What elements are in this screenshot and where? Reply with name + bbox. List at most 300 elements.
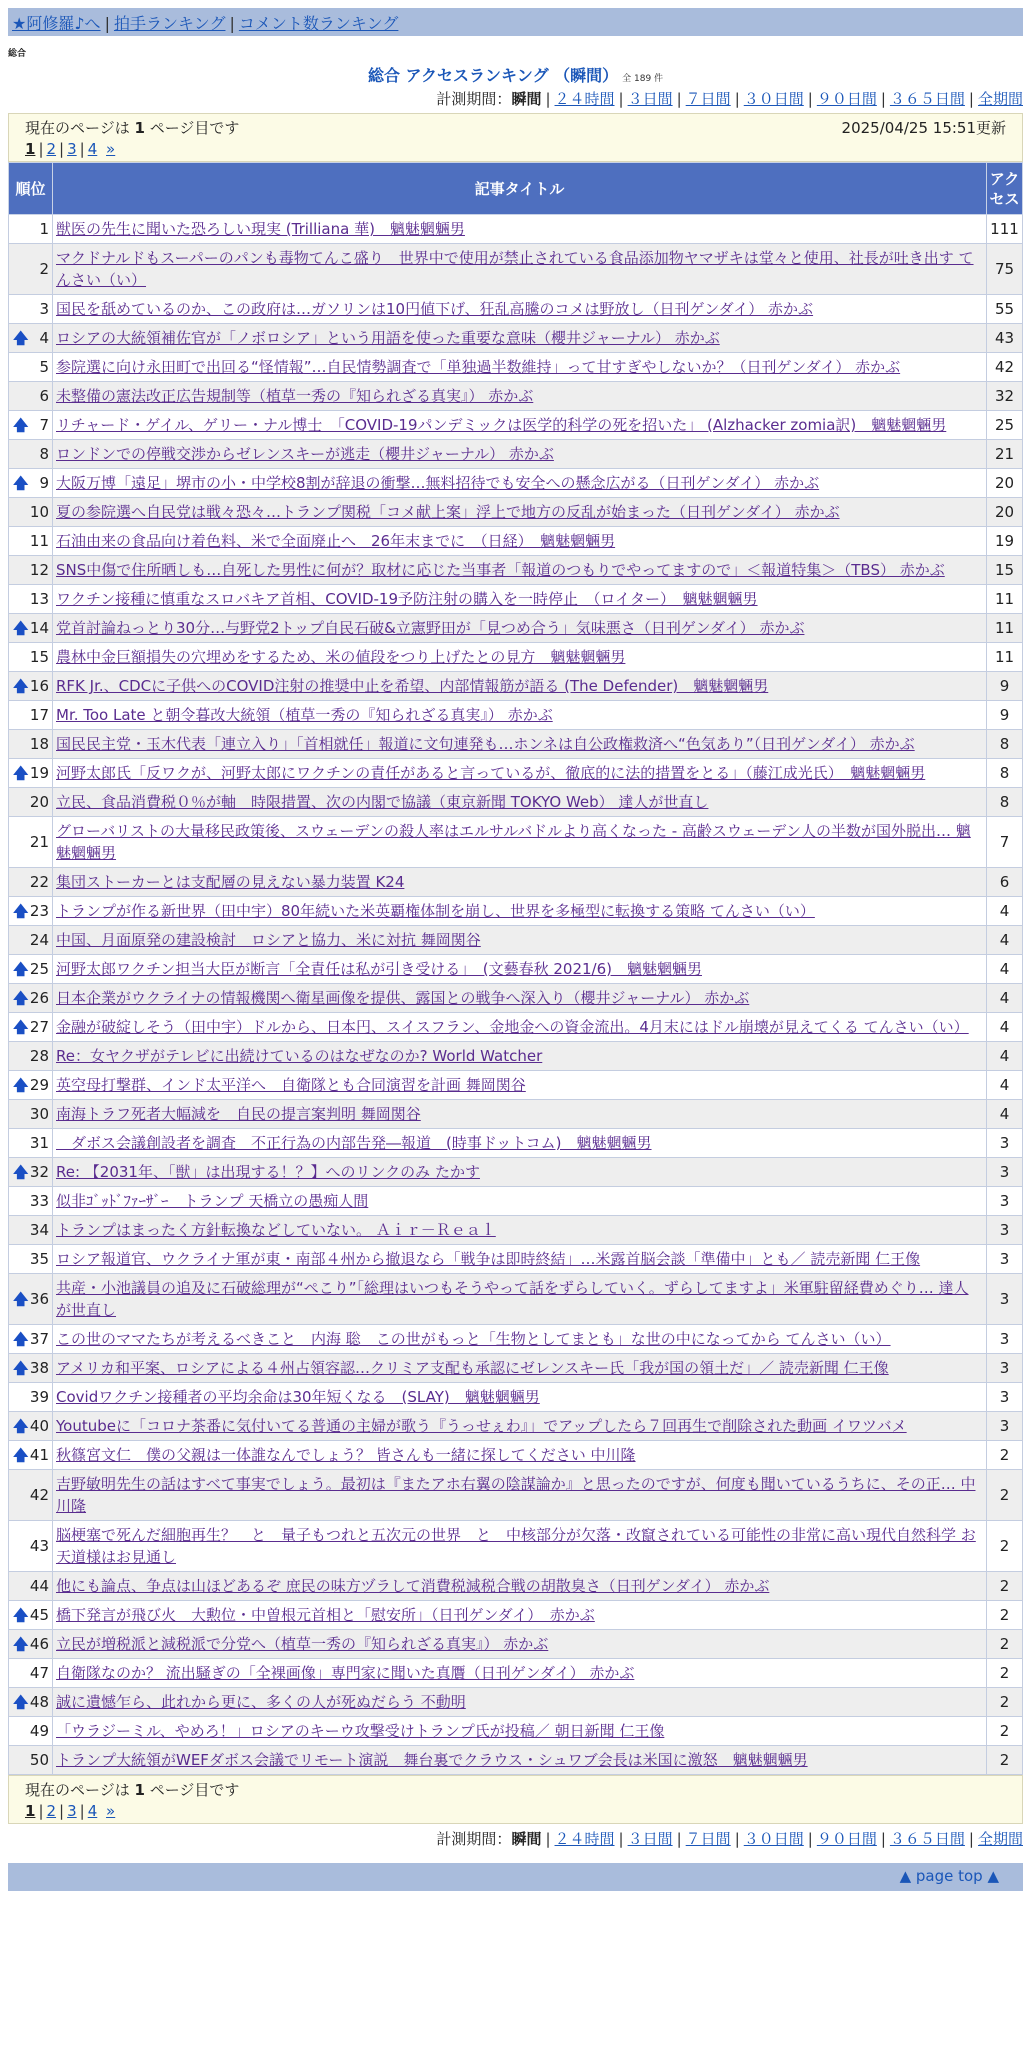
table-row [9,440,1023,469]
article-title-link[interactable]: リチャード・ゲイル、ゲリー・ナル博士 「COVID-19パンデミックは医学的科学の死を招いた」 (Alzhacker zomia訳) 魑魅魍魎男 [56,416,947,434]
nav-separator: | [229,14,235,33]
period-current: 瞬間 [511,1830,542,1848]
ranking-heading [8,63,1023,86]
access-count: 2 [987,1601,1023,1630]
article-title-link[interactable]: グローバリストの大量移民政策後、スウェーデンの殺人率はエルサルバドルより高くなった - 高齢スウェーデン人の半数が国外脱出… 魑魅魍魎男 [56,822,971,862]
period-option-link[interactable]: 全期間 [977,1830,1023,1848]
access-count: 19 [987,527,1023,556]
table-row [9,527,1023,556]
page-separator: | [59,140,65,158]
rank-number: 35 [29,1250,49,1268]
access-count: 3 [987,1245,1023,1274]
article-title-link[interactable]: 党首討論ねっとり30分…与野党2トップ自民石破&立憲野田が「見つめ合う」気味悪さ（日刊ゲンダイ） 赤かぶ [56,619,805,637]
page-separator: | [79,1802,85,1820]
rank-number: 23 [29,902,49,920]
period-separator: | [880,90,886,108]
title-cell [53,1158,987,1187]
current-page-info [25,117,239,138]
access-count: 32 [987,382,1023,411]
rank-cell [9,1521,53,1572]
access-count: 20 [987,498,1023,527]
period-label: 計測期間： [436,90,512,108]
article-title-link[interactable]: Youtubeに「コロナ茶番に気付いてる普通の主婦が歌う『うっせぇわ』」でアップしたら７回再生で削除された動画 イワツバメ [56,1417,907,1435]
comment-ranking-link[interactable]: コメント数ランキング [238,14,399,33]
page-top-link[interactable]: ▲ page top ▲ [899,1867,999,1885]
article-title-link[interactable]: Re：女ヤクザがテレビに出続けているのはなぜなのか? World Watcher [56,1047,543,1065]
period-option-link[interactable]: ７日間 [685,90,731,108]
access-count: 2 [987,1659,1023,1688]
access-count: 111 [987,215,1023,244]
title-cell [53,1245,987,1274]
access-count: 8 [987,788,1023,817]
article-title-link[interactable]: ロンドンでの停戦交渉からゼレンスキーが逃走（櫻井ジャーナル） 赤かぶ [56,445,554,463]
table-row [9,868,1023,897]
rank-number: 49 [29,1722,49,1740]
rank-up-arrow-icon: 🡅 [13,1359,29,1377]
nav-separator: | [104,14,110,33]
rank-up-arrow-icon: 🡅 [13,677,29,695]
access-count: 9 [987,701,1023,730]
table-row [9,469,1023,498]
period-option-link[interactable]: ９０日間 [816,90,877,108]
article-title-link[interactable]: 英空母打撃群、インド太平洋へ 自衛隊とも合同演習を計画 舞岡関谷 [56,1076,526,1094]
rank-number: 38 [29,1359,49,1377]
access-count: 8 [987,759,1023,788]
access-count: 2 [987,1630,1023,1659]
title-cell [53,556,987,585]
rank-up-arrow-icon: 🡅 [13,1606,29,1624]
period-separator: | [968,90,974,108]
title-cell [53,868,987,897]
table-row [9,1630,1023,1659]
home-link[interactable]: ★阿修羅♪へ [12,14,101,33]
next-page-link[interactable]: » [106,140,116,158]
rank-cell [9,868,53,897]
rank-number: 18 [29,735,49,753]
access-count: 75 [987,244,1023,295]
rank-number: 3 [39,300,49,318]
article-title-link[interactable]: 他にも論点、争点は山ほどあるぞ 庶民の味方ヅラして消費税減税合戦の胡散臭さ（日刊ゲンダイ） 赤かぶ [56,1577,770,1595]
title-cell [53,411,987,440]
rank-number: 11 [29,532,49,550]
period-separator: | [807,1830,813,1848]
title-cell [53,1521,987,1572]
table-row [9,324,1023,353]
rank-cell [9,556,53,585]
title-cell [53,1746,987,1775]
access-count: 3 [987,1412,1023,1441]
article-title-link[interactable]: 河野太郎ワクチン担当大臣が断言「全責任は私が引き受ける」 (文藝春秋 2021/6) 魑魅魍魎男 [56,960,702,978]
article-title-link[interactable]: 国民民主党・玉木代表「連立入り」「首相就任」報道に文句連発も…ホンネは自公政権救済へ“色気あり”（日刊ゲンダイ） 赤かぶ [56,735,915,753]
table-row [9,1187,1023,1216]
title-cell [53,984,987,1013]
page-link[interactable]: 4 [87,140,98,158]
rank-number: 24 [29,931,49,949]
table-row [9,1071,1023,1100]
page-link[interactable]: 3 [67,140,77,158]
ranking-table [8,162,1023,1775]
rank-cell [9,215,53,244]
rank-number: 33 [29,1192,49,1210]
article-title-link[interactable]: 吉野敏明先生の話はすべて事実でしょう。最初は『またアホ右翼の陰謀論か』と思ったのですが、何度も聞いているうちに、その正… 中川隆 [56,1475,976,1515]
article-title-link[interactable]: アメリカ和平案、ロシアによる４州占領容認…クリミア支配も承認にゼレンスキー氏「我が国の領土だ」／ 読売新聞 仁王像 [56,1359,889,1377]
rank-cell [9,440,53,469]
rank-number: 39 [29,1388,49,1406]
title-cell [53,1071,987,1100]
article-title-link[interactable]: Re: 【2031年、「獣」は出現する！？】へのリンクのみ たかす [56,1163,480,1181]
title-cell [53,926,987,955]
table-row [9,353,1023,382]
article-title-link[interactable]: 脳梗塞で死んだ細胞再生？ と 量子もつれと五次元の世界 と 中核部分が欠落・改竄されている可能性の非常に高い現代自然科学 お天道様はお見通し [56,1526,976,1566]
rank-cell [9,926,53,955]
period-option-link[interactable]: ３日間 [627,1830,673,1848]
table-row [9,411,1023,440]
title-cell [53,1216,987,1245]
article-title-link[interactable]: 未整備の憲法改正広告規制等（植草一秀の『知られざる真実』） 赤かぶ [56,387,534,405]
rank-up-arrow-icon: 🡅 [13,1163,29,1181]
page-link: 1 [25,1802,36,1820]
page-info-suffix: ページ目です [149,119,240,137]
rank-number: 29 [29,1076,49,1094]
article-title-link[interactable]: ロシア報道官、ウクライナ軍が東・南部４州から撤退なら「戦争は即時終結」…米露首脳会談「準備中」とも／ 読売新聞 仁王像 [56,1250,921,1268]
access-count: 3 [987,1383,1023,1412]
period-option-link[interactable]: ３６５日間 [889,90,965,108]
rank-number: 28 [29,1047,49,1065]
title-cell [53,788,987,817]
title-cell [53,1630,987,1659]
article-title-link[interactable]: 石油由来の食品向け着色料、米で全面廃止へ 26年末までに （日経） 魑魅魍魎男 [56,532,616,550]
title-cell [53,498,987,527]
pagination-box-bottom [8,1775,1023,1824]
table-row [9,1216,1023,1245]
rank-up-arrow-icon: 🡅 [13,1446,29,1464]
article-title-link[interactable]: RFK Jr.、CDCに子供へのCOVID注射の推奨中止を希望、内部情報筋が語る (The Defender) 魑魅魍魎男 [56,677,769,695]
rank-cell [9,1354,53,1383]
page-info-prefix: 現在のページは [25,119,130,137]
period-option-link[interactable]: ２４時間 [554,90,615,108]
rank-number: 15 [29,648,49,666]
access-count: 4 [987,1013,1023,1042]
article-title-link[interactable]: ワクチン接種に慎重なスロバキア首相、COVID-19予防注射の購入を一時停止 （ロイター） 魑魅魍魎男 [56,590,758,608]
article-title-link[interactable]: ロシアの大統領補佐官が「ノボロシア」という用語を使った重要な意味（櫻井ジャーナル） 赤かぶ [56,329,720,347]
article-title-link[interactable]: 参院選に向け永田町で出回る“怪情報”…自民情勢調査で「単独過半数維持」って甘すぎやしないか？（日刊ゲンダイ） 赤かぶ [56,358,901,376]
access-count: 2 [987,1688,1023,1717]
pagination-links [25,1802,1006,1820]
access-count: 2 [987,1746,1023,1775]
title-cell [53,955,987,984]
rank-number: 36 [29,1290,49,1308]
page-separator: | [79,140,85,158]
rank-number: 40 [29,1417,49,1435]
page-info-prefix: 現在のページは [25,1781,130,1799]
rank-up-arrow-icon: 🡅 [13,619,29,637]
page-link[interactable]: 4 [87,1802,98,1820]
page-info-number: 1 [134,1781,145,1799]
access-count: 4 [987,1100,1023,1129]
clap-ranking-link[interactable]: 拍手ランキング [113,14,226,33]
rank-cell [9,701,53,730]
period-separator: | [880,1830,886,1848]
access-count: 20 [987,469,1023,498]
rank-cell [9,1158,53,1187]
article-title-link[interactable]: Mr. Too Late と朝令暮改大統領（植草一秀の『知られざる真実』） 赤かぶ [56,706,553,724]
rank-cell [9,1441,53,1470]
rank-cell [9,730,53,759]
title-cell [53,1470,987,1521]
rank-number: 4 [39,329,49,347]
table-row [9,1572,1023,1601]
rank-cell [9,1129,53,1158]
table-row [9,614,1023,643]
page-link[interactable]: 3 [67,1802,77,1820]
access-count: 2 [987,1521,1023,1572]
period-separator: | [676,1830,682,1848]
rank-number: 17 [29,706,49,724]
rank-number: 19 [29,764,49,782]
rank-cell [9,1245,53,1274]
next-page-link[interactable]: » [106,1802,116,1820]
article-title-link[interactable]: トランプ大統領がWEFダボス会議でリモート演説 舞台裏でクラウス・シュワブ会長は米国に激怒 魑魅魍魎男 [56,1751,808,1769]
period-option-link[interactable]: ３０日間 [743,90,804,108]
rank-number: 25 [29,960,49,978]
title-cell [53,1042,987,1071]
period-label: 計測期間： [436,1830,512,1848]
title-cell [53,1274,987,1325]
rank-number: 44 [29,1577,49,1595]
page-info-suffix: ページ目です [149,1781,240,1799]
access-count: 25 [987,411,1023,440]
title-cell [53,353,987,382]
article-title-link[interactable]: 橋下発言が飛び火 大勲位・中曽根元首相と「慰安所」（日刊ゲンダイ） 赤かぶ [56,1606,595,1624]
table-row [9,1659,1023,1688]
title-cell [53,1601,987,1630]
title-cell [53,730,987,759]
article-title-link[interactable]: トランプはまったく方針転換などしていない。 Ａｉｒ－Ｒｅａｌ [56,1221,496,1239]
article-title-link[interactable]: ダボス会議創設者を調査 不正行為の内部告発―報道 (時事ドットコム) 魑魅魍魎男 [56,1134,652,1152]
rank-cell [9,411,53,440]
rank-cell [9,672,53,701]
rank-cell [9,955,53,984]
rank-cell [9,1325,53,1354]
period-separator: | [734,90,740,108]
period-separator: | [618,90,624,108]
rank-cell [9,984,53,1013]
table-row [9,984,1023,1013]
rank-cell [9,527,53,556]
article-title-link[interactable]: 夏の参院選へ自民党は戦々恐々…トランプ関税「コメ献上案」浮上で地方の反乱が始まった（日刊ゲンダイ） 赤かぶ [56,503,840,521]
title-cell [53,440,987,469]
rank-number: 43 [29,1537,49,1555]
rank-cell [9,643,53,672]
access-count: 43 [987,324,1023,353]
title-cell [53,1659,987,1688]
table-row [9,817,1023,868]
current-page-info [25,1779,239,1800]
rank-up-arrow-icon: 🡅 [13,1417,29,1435]
rank-cell [9,382,53,411]
article-title-link[interactable]: 農林中金巨額損失の穴埋めをするため、米の値段をつり上げたとの見方 魑魅魍魎男 [56,648,626,666]
table-row [9,1521,1023,1572]
article-title-link[interactable]: マクドナルドもスーパーのパンも毒物てんこ盛り 世界中で使用が禁止されている食品添加物ヤマザキは堂々と使用、社長が吐き出す てんさい（い） [56,249,974,289]
period-option-link[interactable]: 全期間 [977,90,1023,108]
period-separator: | [545,90,551,108]
article-title-link[interactable]: 自衛隊なのか？ 流出騒ぎの「全裸画像」専門家に聞いた真贋（日刊ゲンダイ） 赤かぶ [56,1664,635,1682]
article-title-link[interactable]: 秋篠宮文仁 僕の父親は一体誰なんでしょう？ 皆さんも一緒に探してください 中川隆 [56,1446,636,1464]
rank-up-arrow-icon: 🡅 [13,960,29,978]
title-cell [53,1412,987,1441]
article-title-link[interactable]: Covidワクチン接種者の平均余命は30年短くなる (SLAY) 魑魅魍魎男 [56,1388,540,1406]
article-title-link[interactable]: 立民、食品消費税０％が軸 時限措置、次の内閣で協議（東京新聞 TOKYO Web） 達人が世直し [56,793,709,811]
page-link[interactable]: 2 [46,140,57,158]
title-cell [53,585,987,614]
rank-cell [9,1659,53,1688]
rank-number: 13 [29,590,49,608]
article-title-link[interactable]: 「ウラジーミル、やめろ！」ロシアのキーウ攻撃受けトランプ氏が投稿／ 朝日新聞 仁王像 [56,1722,665,1740]
access-count: 3 [987,1129,1023,1158]
rank-cell [9,469,53,498]
period-separator: | [545,1830,551,1848]
page-link: 1 [25,140,36,158]
access-count: 2 [987,1572,1023,1601]
rank-cell [9,324,53,353]
table-row [9,788,1023,817]
rank-number: 47 [29,1664,49,1682]
rank-cell [9,1071,53,1100]
access-count: 3 [987,1187,1023,1216]
rank-number: 27 [29,1018,49,1036]
title-cell [53,469,987,498]
title-cell [53,215,987,244]
rank-number: 31 [29,1134,49,1152]
title-cell [53,817,987,868]
title-cell [53,1129,987,1158]
table-row [9,730,1023,759]
period-separator: | [618,1830,624,1848]
rank-cell [9,788,53,817]
rank-up-arrow-icon: 🡅 [13,1290,29,1308]
rank-number: 37 [29,1330,49,1348]
article-title-link[interactable]: 日本企業がウクライナの情報機関へ衛星画像を提供、露国との戦争へ深入り（櫻井ジャーナル） 赤かぶ [56,989,750,1007]
title-cell [53,1187,987,1216]
article-title-link[interactable]: トランプが作る新世界（田中宇）80年続いた米英覇権体制を崩し、世界を多極型に転換する策略 てんさい（い） [56,902,815,920]
title-cell [53,324,987,353]
rank-number: 5 [39,358,49,376]
period-option-link[interactable]: ７日間 [685,1830,731,1848]
article-title-link[interactable]: 誠に遺憾乍ら、此れから更に、多くの人が死ぬだらう 不動明 [56,1693,466,1711]
rank-number: 9 [39,474,49,492]
period-option-link[interactable]: ３日間 [627,90,673,108]
period-selector-bottom [8,1828,1023,1849]
article-title-link[interactable]: 共産・小池議員の追及に石破総理が“ぺこり”「総理はいつもそうやって話をずらしていく。ずらしてますよ」米軍駐留経費めぐり… 達人が世直し [56,1279,969,1319]
article-title-link[interactable]: 獣医の先生に聞いた恐ろしい現実 (Trilliana 華) 魑魅魍魎男 [56,220,465,238]
article-title-link[interactable]: 金融が破綻しそう（田中宇）ドルから、日本円、スイスフラン、金地金への資金流出。4月末にはドル崩壊が見えてくる てんさい（い） [56,1018,969,1036]
period-separator: | [676,90,682,108]
period-option-link[interactable]: ３６５日間 [889,1830,965,1848]
article-title-link[interactable]: 集団ストーカーとは支配層の見えない暴力装置 K24 [56,873,405,891]
table-row [9,897,1023,926]
table-row [9,759,1023,788]
total-count: 全 189 件 [622,74,664,84]
article-title-link[interactable]: 南海トラフ死者大幅減を 自民の提言案判明 舞岡関谷 [56,1105,421,1123]
rank-cell [9,1572,53,1601]
rank-cell [9,353,53,382]
updated-timestamp: 2025/04/25 15:51更新 [841,119,1006,137]
col-header-rank: 順位 [9,163,53,215]
table-row [9,1746,1023,1775]
rank-number: 26 [29,989,49,1007]
table-row [9,1129,1023,1158]
access-count: 4 [987,1042,1023,1071]
article-title-link[interactable]: 立民が増税派と減税派で分党へ（植草一秀の『知られざる真実』） 赤かぶ [56,1635,549,1653]
table-row [9,926,1023,955]
period-option-link[interactable]: ３０日間 [743,1830,804,1848]
rank-number: 34 [29,1221,49,1239]
rank-up-arrow-icon: 🡅 [13,1635,29,1653]
col-header-access: アクセス [987,163,1023,215]
footer-bar [8,1863,1023,1891]
article-title-link[interactable]: 河野太郎氏「反ワクが、河野太郎にワクチンの責任があると言っているが、徹底的に法的措置をとる」（藤江成光氏） 魑魅魍魎男 [56,764,926,782]
title-cell [53,614,987,643]
rank-cell [9,1470,53,1521]
table-row [9,1325,1023,1354]
article-title-link[interactable]: SNS中傷で住所晒しも…自死した男性に何が？取材に応じた当事者「報道のつもりでやってますので」＜報道特集＞（TBS） 赤かぶ [56,561,945,579]
page-separator: | [38,140,44,158]
rank-cell [9,498,53,527]
article-title-link[interactable]: この世のママたちが考えるべきこと 内海 聡 この世がもっと「生物としてまとも」な世の中になってから てんさい（い） [56,1330,891,1348]
rank-number: 7 [39,416,49,434]
article-title-link[interactable]: 大阪万博「遠足」堺市の小・中学校8割が辞退の衝撃…無料招待でも安全への懸念広がる（日刊ゲンダイ） 赤かぶ [56,474,820,492]
period-separator: | [734,1830,740,1848]
access-count: 4 [987,926,1023,955]
rank-up-arrow-icon: 🡅 [13,1076,29,1094]
title-cell [53,1717,987,1746]
article-title-link[interactable]: 似非ｺﾞｯﾄﾞﾌｧｰｻﾞｰ トランプ 天橋立の愚痴人間 [56,1192,369,1210]
rank-number: 22 [29,873,49,891]
rank-up-arrow-icon: 🡅 [13,989,29,1007]
table-row [9,556,1023,585]
period-option-link[interactable]: ２４時間 [554,1830,615,1848]
rank-up-arrow-icon: 🡅 [13,764,29,782]
title-cell [53,244,987,295]
access-count: 4 [987,1071,1023,1100]
table-row [9,1717,1023,1746]
table-row [9,1412,1023,1441]
rank-number: 48 [29,1693,49,1711]
title-cell [53,759,987,788]
article-title-link[interactable]: 国民を舐めているのか、この政府は…ガソリンは10円値下げ、狂乱高騰のコメは野放し（日刊ゲンダイ） 赤かぶ [56,300,814,318]
rank-number: 41 [29,1446,49,1464]
rank-cell [9,1100,53,1129]
access-count: 55 [987,295,1023,324]
access-count: 6 [987,868,1023,897]
access-count: 11 [987,585,1023,614]
access-count: 2 [987,1470,1023,1521]
access-count: 3 [987,1216,1023,1245]
rank-number: 46 [29,1635,49,1653]
rank-cell [9,1187,53,1216]
page-link[interactable]: 2 [46,1802,57,1820]
article-title-link[interactable]: 中国、月面原発の建設検討 ロシアと協力、米に対抗 舞岡関谷 [56,931,481,949]
period-option-link[interactable]: ９０日間 [816,1830,877,1848]
table-row [9,498,1023,527]
rank-number: 8 [39,445,49,463]
rank-cell [9,759,53,788]
rank-cell [9,1746,53,1775]
rank-number: 10 [29,503,49,521]
rank-up-arrow-icon: 🡅 [13,1018,29,1036]
table-row [9,701,1023,730]
table-row [9,672,1023,701]
